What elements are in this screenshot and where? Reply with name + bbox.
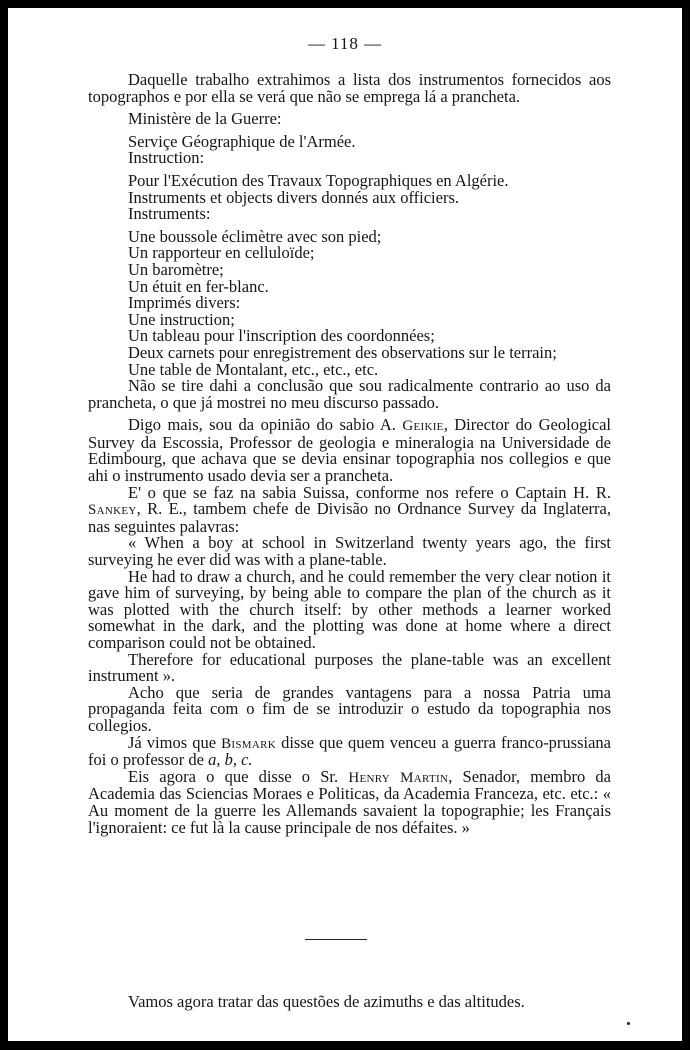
geikie-paragraph: Digo mais, sou da opinião do sabio A. Geikie, Director do Geological Survey da Escossia, Professor de geologia e mineralogia na Universidade de Edimbourg, que achava que se devia ensinar topographia nos collegios e que ahi o instrumento usado devia ser a prancheta. bbox=[88, 415, 612, 486]
quote-paragraph: He had to draw a church, and he could remember the very clear notion it gave him of surveying, by being able to compare the plan of the church as it was plotted with the church itself: by other methods a learner worked somewhat in the dark, and the plotting was done at home where a direct comparison could not be obtained. bbox=[88, 566, 611, 652]
main-text bbox=[88, 72, 611, 836]
list-line: Une instruction; bbox=[128, 309, 235, 329]
list-line: Pour l'Exécution des Travaux Topographiques en Algérie. bbox=[128, 170, 509, 190]
list-line: Un tableau pour l'inscription des coordonnées; bbox=[128, 326, 435, 346]
body-paragraph: Acho que seria de grandes vantagens para a nossa Patria uma propaganda feita com o fim de se introduzir o estudo da topographia nos collegios. bbox=[88, 682, 611, 735]
bismarck-paragraph: Já vimos que Bismark disse que quem venceu a guerra franco-prussiana foi o professor de a, b, c. bbox=[88, 732, 612, 770]
final-paragraph: Vamos agora tratar das questões de azimuths e das altitudes. bbox=[128, 991, 525, 1011]
quote-paragraph: « When a boy at school in Switzerland twenty years ago, the first surveying he ever did was with a plane-table. bbox=[88, 533, 611, 570]
list-line: Imprimés divers: bbox=[128, 293, 241, 313]
author-name: Sankey bbox=[88, 502, 137, 519]
list-line: Instruction: bbox=[128, 148, 205, 168]
body-paragraph: Não se tire dahi a conclusão que sou radicalmente contrario ao uso da prancheta, o que já mostrei no meu discurso passado. bbox=[88, 376, 611, 412]
list-line: Ministère de la Guerre: bbox=[128, 109, 282, 129]
list-line: Un étuit en fer-blanc. bbox=[128, 276, 269, 296]
list-line: Instruments: bbox=[128, 204, 211, 224]
document-page bbox=[8, 8, 682, 1041]
page-number: — 118 — bbox=[307, 34, 383, 53]
list-line: Une boussole éclimètre avec son pied; bbox=[128, 226, 382, 246]
intro-paragraph: Daquelle trabalho extrahimos a lista dos instrumentos fornecidos aos topographos e por ella se verá que não se emprega lá a prancheta. bbox=[88, 70, 611, 106]
ink-speck bbox=[627, 1022, 630, 1025]
list-line: Un baromètre; bbox=[128, 259, 224, 279]
list-line: Serviçe Géographique de l'Armée. bbox=[128, 131, 356, 151]
quote-paragraph: Therefore for educational purposes the plane-table was an excellent instrument ». bbox=[88, 649, 611, 686]
sankey-paragraph: E' o que se faz na sabia Suissa, conforme nos refere o Captain H. R. Sankey, R. E., tambem chefe de Divisão no Ordnance Survey da Inglaterra, nas seguintes palavras: bbox=[88, 482, 611, 536]
author-name: Bismark bbox=[221, 735, 276, 752]
section-divider bbox=[305, 939, 367, 940]
author-name: Geikie bbox=[402, 418, 444, 435]
list-line: Instruments et objects divers donnés aux officiers. bbox=[128, 187, 459, 207]
list-line: Deux carnets pour enregistrement des observations sur le terrain; bbox=[128, 342, 557, 362]
list-line: Une table de Montalant, etc., etc., etc. bbox=[128, 359, 379, 379]
martin-paragraph: Eis agora o que disse o Sr. Henry Martin, Senador, membro da Academia das Sciencias Moraes e Politicas, da Academia Franceza, etc. etc.: « Au moment de la guerre les Allemands savaient la topographie; les Français l'ignoraient: ce fut là la cause principale de nos défaites. » bbox=[88, 766, 612, 837]
author-name: Henry Martin bbox=[348, 769, 449, 786]
list-line: Un rapporteur en celluloïde; bbox=[128, 243, 315, 263]
